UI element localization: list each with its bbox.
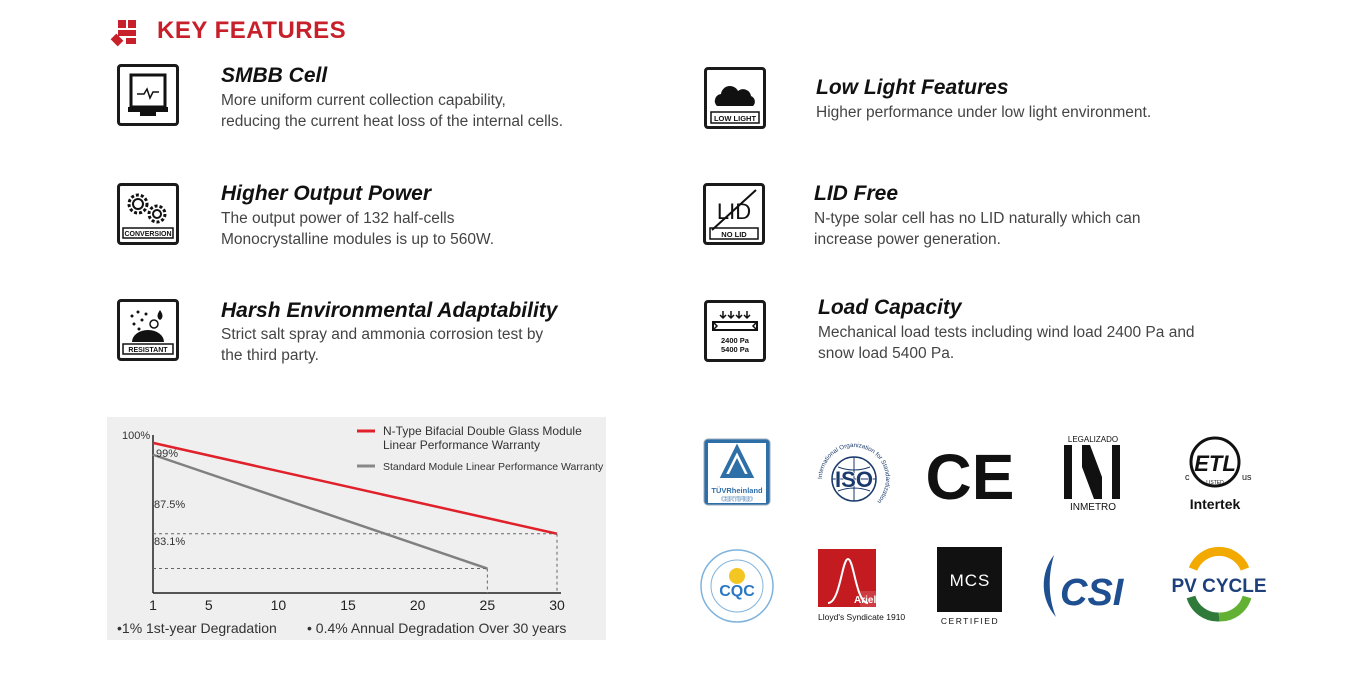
iso-ring-text: International Organization for Standardization (816, 441, 892, 505)
ce-logo (925, 441, 1015, 513)
mcs-caption: CERTIFIED (940, 616, 1000, 626)
feature-title-harsh-env: Harsh Environmental Adaptability (221, 299, 558, 322)
note-annual: • 0.4% Annual Degradation Over 30 years (307, 620, 567, 636)
feature-title-smbb: SMBB Cell (221, 64, 328, 87)
mcs-logo (937, 547, 1003, 627)
tuv-name: TÜVRheinland (711, 486, 763, 495)
legend-label-ntype-1: N-Type Bifacial Double Glass Module (383, 424, 582, 438)
inmetro-logo (1062, 433, 1124, 515)
gears-icon (117, 183, 179, 245)
feature-title-output-power: Higher Output Power (221, 182, 431, 205)
no-lid-badge: NO LID (721, 230, 747, 239)
y-label: 87.5% (154, 499, 186, 511)
feature-desc-lid-free: N-type solar cell has no LID naturally which can increase power generation. (814, 210, 1141, 248)
x-tick-label: 25 (479, 597, 496, 613)
pvcycle-logo (1163, 551, 1275, 619)
lid-mark: LID (716, 199, 752, 224)
intertek-logo (1180, 434, 1256, 516)
tuv-certified: CERTIFIED (721, 497, 753, 503)
intertek-name: Intertek (1189, 496, 1241, 512)
feature-title-load-capacity: Load Capacity (818, 296, 962, 319)
low-light-badge: LOW LIGHT (713, 114, 757, 123)
cloud-icon (704, 67, 766, 129)
iso-logo (815, 440, 893, 518)
note-first-year: •1% 1st-year Degradation (117, 620, 277, 636)
ce-mark: CE (925, 441, 1015, 513)
feature-desc-low-light: Higher performance under low light environment. (816, 104, 1152, 121)
etl-c: c (1185, 472, 1190, 482)
feature-title-lid-free: LID Free (814, 182, 899, 205)
feature-desc-load-capacity: Mechanical load tests including wind load 2400 Pa and snow load 5400 Pa. (818, 324, 1195, 362)
brand-logo-icon (112, 20, 136, 44)
x-tick-label: 1 (149, 597, 157, 613)
legend-label-standard: Standard Module Linear Performance Warranty (383, 461, 604, 473)
etl-us: us (1242, 472, 1252, 482)
lloyds-logo (818, 549, 906, 623)
etl-listed: LISTED (1206, 480, 1224, 486)
warranty-chart (107, 417, 606, 640)
y-label: 99% (156, 448, 179, 460)
x-tick-label: 10 (270, 597, 287, 613)
feature-title-low-light: Low Light Features (816, 76, 1009, 99)
load-icon (704, 300, 766, 362)
resistant-icon (117, 299, 179, 361)
cqc-mark: CQC (719, 583, 755, 600)
warranty-chart-svg (107, 417, 606, 640)
lloyds-caption: Lloyd's Syndicate 1910 (818, 612, 906, 622)
pvcycle-mark: PV CYCLE (1171, 576, 1267, 597)
chart-legend (357, 424, 604, 473)
inmetro-bottom: INMETRO (1069, 502, 1117, 513)
csi-mark: CSI (1060, 572, 1124, 614)
series-line-ntype (153, 443, 557, 534)
feature-desc-smbb: More uniform current collection capability, reducing the current heat loss of the internal cells. (221, 92, 564, 130)
x-tick-label: 30 (549, 597, 565, 613)
x-tick-label: 15 (340, 597, 356, 613)
tuv-logo (703, 438, 771, 506)
lid-icon (703, 183, 765, 245)
mcs-mark: MCS (949, 571, 991, 590)
x-tick-label: 20 (409, 597, 426, 613)
etl-mark: ETL (1194, 451, 1236, 476)
legend-label-ntype-2: Linear Performance Warranty (383, 438, 540, 452)
cqc-logo (699, 548, 775, 624)
page-title: KEY FEATURES (157, 17, 347, 44)
y-label: 83.1% (154, 536, 186, 548)
feature-desc-harsh-env: Strict salt spray and ammonia corrosion test by the third party. (221, 326, 544, 364)
y-label: 100% (122, 430, 151, 442)
inmetro-top: LEGALIZADO (1067, 435, 1119, 444)
feature-desc-output-power: The output power of 132 half-cells Monocrystalline modules is up to 560W. (221, 210, 495, 248)
wind-load-badge: 2400 Pa (721, 336, 749, 345)
csi-logo (1040, 553, 1146, 619)
lloyds-brand: Ariel Re (854, 595, 892, 606)
conversion-badge: CONVERSION (124, 231, 172, 238)
x-tick-label: 5 (204, 597, 213, 613)
snow-load-badge: 5400 Pa (721, 345, 749, 354)
iso-mark: ISO (835, 467, 873, 492)
monitor-icon (117, 64, 179, 126)
resistant-badge: RESISTANT (128, 347, 168, 354)
